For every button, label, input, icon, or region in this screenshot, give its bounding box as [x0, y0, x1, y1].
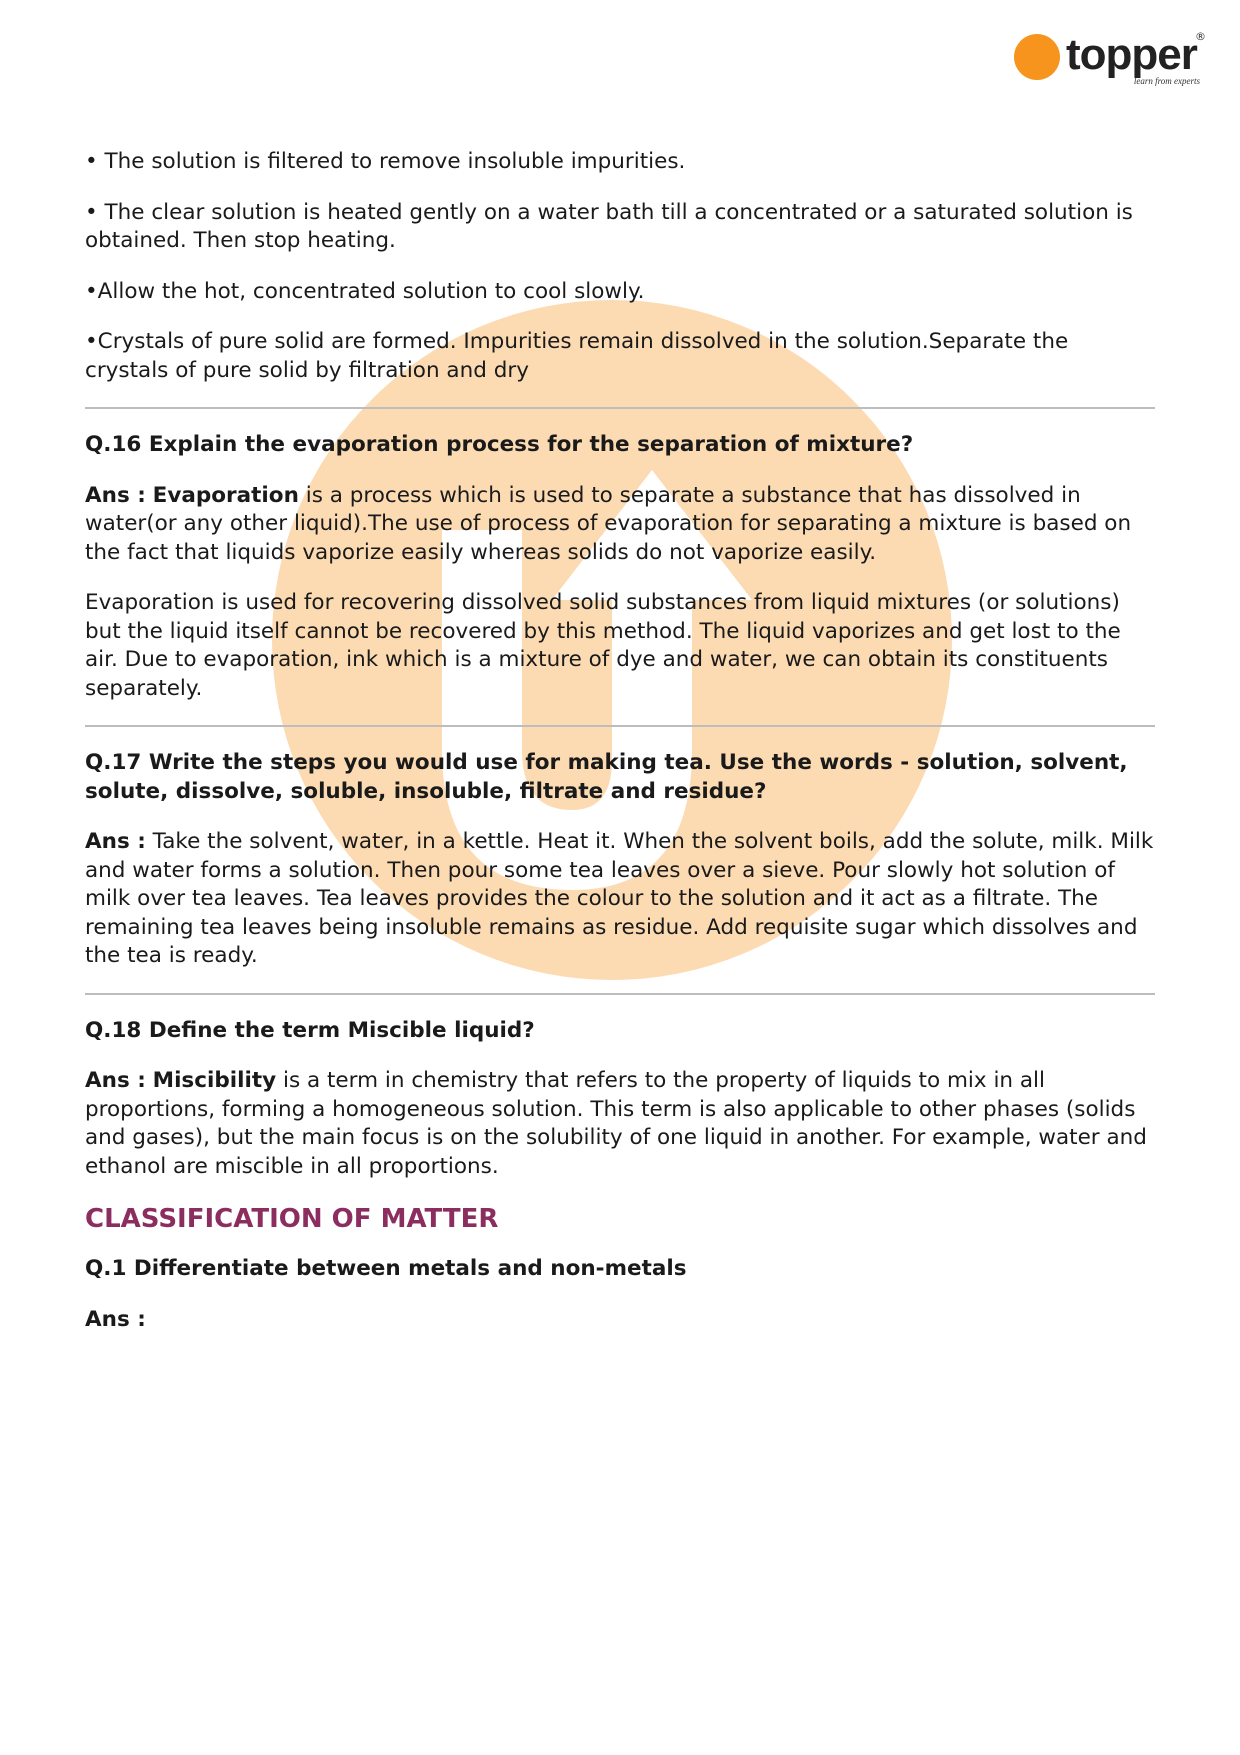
answer-17 — [85, 828, 1155, 971]
section-heading: CLASSIFICATION OF MATTER — [85, 1204, 499, 1234]
answer-16 — [85, 482, 1155, 568]
answer-text: is a process which is used to separate a substance that has dissolved in water(or any other liquid).The use of process of evaporation for separating a mixture is based on the fact that liquids vaporize easily whereas solids do not vaporize easily. — [85, 482, 1132, 565]
answer-label: Ans : — [85, 829, 146, 854]
brand-name: topper — [1066, 30, 1197, 79]
brand-logo — [1006, 30, 1206, 90]
question-17: Q.17 Write the steps you would use for making tea. Use the words - solution, solvent, solute, dissolve, soluble, insoluble, filtrate and residue? — [85, 750, 1128, 804]
section-divider — [85, 407, 1155, 409]
answer-label: Ans : — [85, 1068, 146, 1093]
answer-1-label: Ans : — [85, 1306, 146, 1332]
answer-text: Take the solvent, water, in a kettle. Heat it. When the solvent boils, add the solute, milk. Milk and water forms a solution. Then pour some tea leaves over a sieve. Pour slowly hot solution of milk over tea leaves. Tea leaves provides the colour to the solution and it act as a filtrate. The remaining tea leaves being insoluble remains as residue. Add requisite sugar which dissolves and the tea is ready. — [85, 829, 1154, 968]
answer-term: Evaporation — [152, 482, 299, 508]
question-18: Q.18 Define the term Miscible liquid? — [85, 1017, 535, 1043]
section-divider — [85, 993, 1155, 995]
answer-term: Miscibility — [152, 1068, 277, 1093]
bullet-item: •Crystals of pure solid are formed. Impurities remain dissolved in the solution.Separate the crystals of pure solid by filtration and dry — [85, 329, 1069, 383]
question-1: Q.1 Differentiate between metals and non-metals — [85, 1256, 687, 1281]
answer-16-paragraph-2: Evaporation is used for recovering dissolved solid substances from liquid mixtures (or solutions) but the liquid itself cannot be recovered by this method. The liquid vaporizes and get lost to the air. Due to evaporation, ink which is a mixture of dye and water, we can obtain its constituents separately. — [85, 590, 1121, 701]
answer-18 — [85, 1067, 1155, 1181]
brand-tagline: learn from experts — [1133, 76, 1200, 86]
bullet-item: • The solution is filtered to remove insoluble impurities. — [85, 149, 686, 174]
question-16: Q.16 Explain the evaporation process for the separation of mixture? — [85, 432, 914, 457]
answer-label: Ans : — [85, 482, 146, 508]
registered-mark: ® — [1195, 30, 1206, 43]
document-body — [85, 148, 1155, 1356]
brand-logo-icon — [1014, 34, 1060, 80]
section-divider — [85, 725, 1155, 727]
bullet-item: •Allow the hot, concentrated solution to cool slowly. — [85, 278, 645, 304]
answer-text: is a term in chemistry that refers to the property of liquids to mix in all proportions, forming a homogeneous solution. This term is also applicable to other phases (solids and gases), but the main focus is on the solubility of one liquid in another. For example, water and ethanol are miscible in all proportions. — [85, 1068, 1147, 1179]
bullet-item: • The clear solution is heated gently on a water bath till a concentrated or a saturated solution is obtained. Then stop heating. — [85, 199, 1133, 253]
